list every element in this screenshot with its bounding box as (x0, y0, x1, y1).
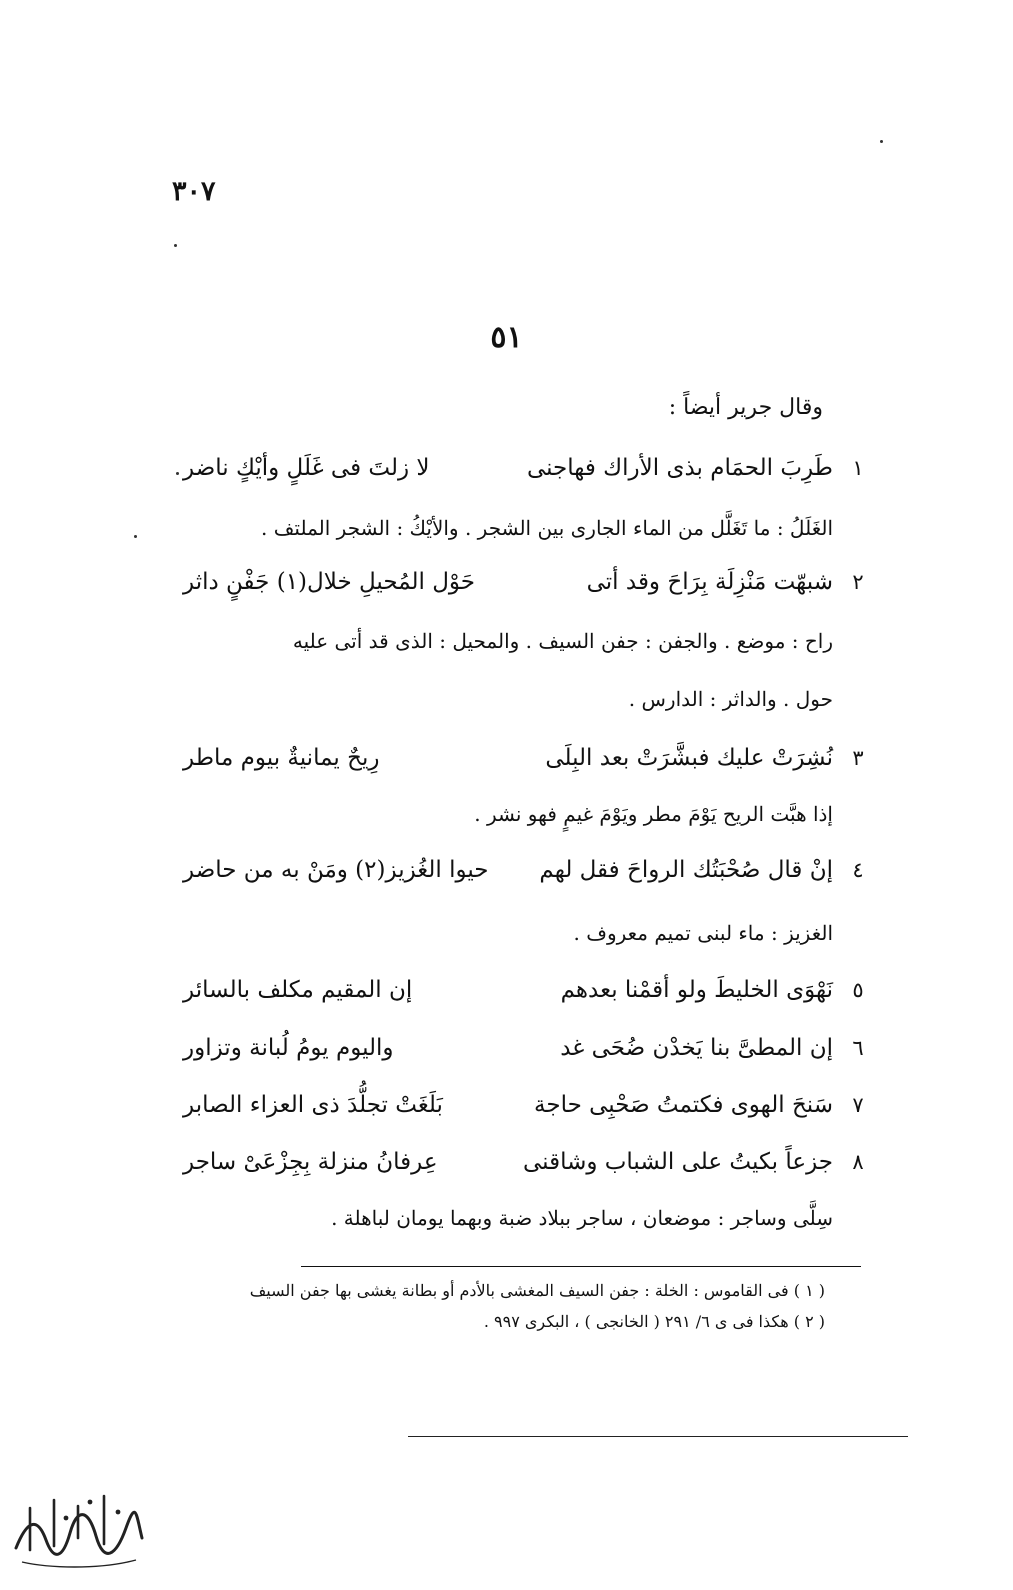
verse-6 (183, 1028, 873, 1068)
verse-second-hemistich: بَلَغَتْ تجلُّدَ ذى العزاء الصابر (183, 1092, 443, 1118)
gloss-verse-3: إذا هبَّت الريح يَوْمَ مطر ويَوْمَ غيمٍ فهو نشر . (474, 802, 833, 826)
verse-number: ١ (852, 456, 864, 480)
verse-first-hemistich: نَهْوَى الخليطَ ولو أقمْنا بعدهم (560, 977, 833, 1003)
verse-second-hemistich: إن المقيم مكلف بالسائر (183, 977, 413, 1003)
verse-number: ٣ (852, 746, 864, 770)
verse-first-hemistich: سَنحَ الهوى فكتمتُ صَحْبِى حاجة (534, 1092, 833, 1118)
gloss-verse-8: سِلَّى وساجر : موضعان ، ساجر ببلاد ضبة وبهما يومان لباهلة . (331, 1206, 833, 1230)
verse-7 (183, 1085, 873, 1125)
verse-first-hemistich: إن المطىَّ بنا يَخدْن ضُحَى غد (560, 1035, 833, 1061)
verse-second-hemistich: حيوا الغُزيز(٢) ومَنْ به من حاضر (183, 857, 489, 883)
scan-speck (880, 140, 883, 143)
page-number: ٣٠٧ (172, 176, 216, 207)
verse-second-hemistich: عِرفانُ منزلة بِجِزْعَىْ ساجر (183, 1149, 438, 1175)
footnote-1: ( ١ ) فى القاموس : الخلة : جفن السيف المغشى بالأدم أو بطانة يغشى بها جفن السيف (249, 1281, 825, 1300)
verse-second-hemistich: رِيحٌ يمانيةٌ بيوم ماطر (183, 745, 380, 771)
library-stamp-logo (8, 1478, 148, 1578)
bottom-rule (408, 1436, 908, 1437)
verse-1 (183, 448, 873, 488)
verse-4 (183, 850, 873, 890)
scan-speck (176, 472, 179, 475)
verse-number: ٥ (852, 978, 864, 1002)
verse-second-hemistich: واليوم يومُ لُبانة وتزاور (183, 1035, 394, 1061)
scan-speck (134, 535, 137, 538)
gloss-verse-1: الغَلَلُ : ما تَغَلَّل من الماء الجارى بين الشجر . والأيْكُ : الشجر الملتف . (261, 516, 833, 540)
verse-first-hemistich: جزعاً بكيتُ على الشباب وشاقنى (522, 1149, 833, 1175)
verse-number: ٢ (852, 570, 864, 594)
verse-8 (183, 1142, 873, 1182)
verse-number: ٧ (852, 1093, 864, 1117)
verse-first-hemistich: نُشِرَتْ عليك فبشَّرَتْ بعد البِلَى (545, 745, 833, 771)
gloss-verse-2a: راح : موضع . والجفن : جفن السيف . والمحيل : الذى قد أتى عليه (292, 629, 833, 653)
verse-first-hemistich: طَرِبَ الحمَام بذى الأراك فهاجنى (526, 455, 833, 481)
poem-intro: وقال جرير أيضاً : (668, 395, 823, 420)
gloss-verse-4: الغزيز : ماء لبنى تميم معروف . (573, 921, 833, 945)
verse-2 (183, 562, 873, 602)
verse-number: ٦ (852, 1036, 864, 1060)
footnote-separator (301, 1266, 861, 1267)
verse-number: ٨ (852, 1150, 864, 1174)
gloss-verse-2b: حول . والداثر : الدارس . (628, 687, 833, 711)
verse-number: ٤ (852, 858, 864, 882)
verse-3 (183, 738, 873, 778)
scan-speck (174, 244, 177, 247)
verse-first-hemistich: إنْ قال صُحْبَتُك الرواحَ فقل لهم (539, 857, 833, 883)
poem-number: ٥١ (490, 320, 523, 355)
verse-5 (183, 970, 873, 1010)
verse-second-hemistich: لا زلتَ فى غَلَلٍ وأيْكٍ ناضر (183, 455, 430, 481)
footnote-2: ( ٢ ) هكذا فى ى ٦/ ٢٩١ ( الخانجى ) ، البكرى ٩٩٧ . (483, 1312, 825, 1331)
verse-first-hemistich: شبهّت مَنْزِلَة بِرَاحَ وقد أتى (586, 569, 833, 595)
verse-second-hemistich: حَوْل المُحيلِ خلال(١) جَفْنٍ داثر (183, 569, 476, 595)
